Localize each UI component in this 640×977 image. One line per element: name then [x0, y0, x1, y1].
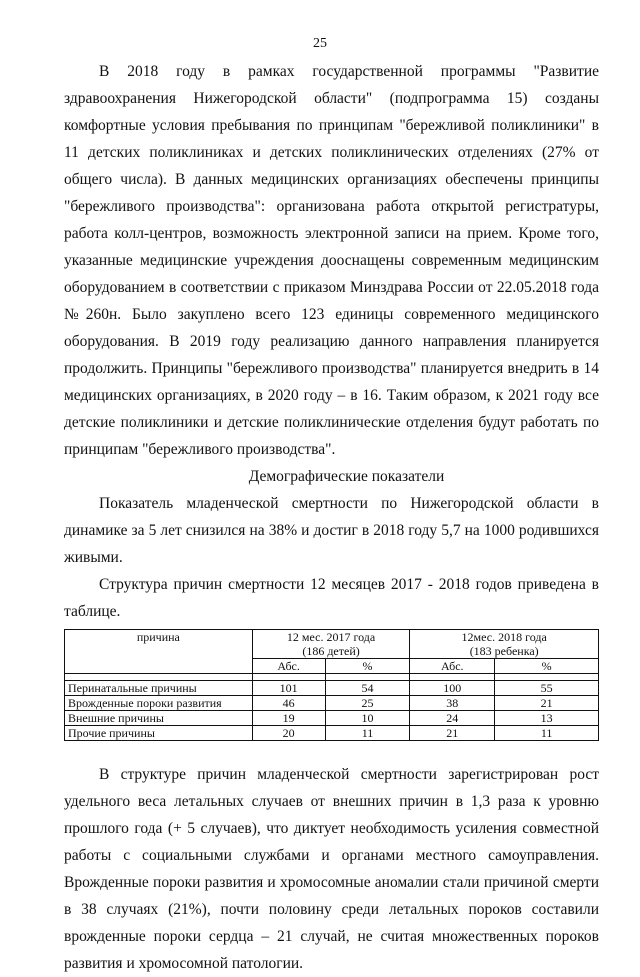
abs-2017-cell: 20: [252, 726, 325, 741]
pct-2018-cell: 13: [495, 711, 599, 726]
cause-cell: Врожденные пороки развития: [65, 696, 253, 711]
paragraph-mortality-structure: В структуре причин младенческой смертности зарегистрирован рост удельного веса летальных случаев от внешних причин в 1,3 раза к уровню прошлого года (+ 5 случаев), что диктует необходимость усиления совместной работы с социальными службами и органами местного самоуправления. Врожденные пороки развития и хромосомные аномалии стали причиной смерти в 38 случаях (21%), почти половину среди летальных пороков составили врожденные пороки сердца – 21 случай, не считая множественных пороков развития и хромосомной патологии.: [64, 766, 599, 972]
page-number: 25: [313, 36, 327, 51]
cause-cell: Перинатальные причины: [65, 681, 253, 696]
pct-2017-cell: 10: [325, 711, 410, 726]
pct-2017-cell: 11: [325, 726, 410, 741]
paragraph-lean-polyclinic: В 2018 году в рамках государственной программы "Развитие здравоохранения Нижегородской области" (подпрограмма 15) созданы комфортные условия пребывания по принципам "бережливой поликлиники" в 11 детских поликлиниках и детских поликлинических отделениях (27% от общего числа). В данных медицинских организациях обеспечены принципы "бережливого производства": организована работа открытой регистратуры, работа колл-центров, возможность электронной записи на прием. Кроме того, указанные медицинские учреждения дооснащены современным медицинским оборудованием в соответствии с приказом Минздрава России от 22.05.2018 года №260н. Было закуплено всего 123 единицы современного медицинского оборудования. В 2019 году реализацию данного направления планируется продолжить. Принципы "бережливого производства" планируется внедрить в 14 медицинских организациях, в 2020 году – в 16. Таким образом, к 2021 году все детские поликлиники и детские поликлинические отделения будут работать по принципам "бережливого производства".: [64, 63, 599, 458]
table-row: [65, 711, 599, 726]
header-2018-count: (183 ребенка): [469, 644, 539, 658]
header-2017-period: 12 мес. 2017 года: [286, 630, 376, 644]
document-body: [64, 58, 599, 977]
table-row: [65, 726, 599, 741]
abs-2018-cell: 24: [410, 711, 495, 726]
abs-2018-cell: 38: [410, 696, 495, 711]
subheader-abs-2017: Абс.: [252, 659, 325, 674]
mortality-causes-table: [64, 629, 599, 741]
spacer-cell: [325, 674, 410, 681]
abs-2017-cell: 19: [252, 711, 325, 726]
pct-2018-cell: 11: [495, 726, 599, 741]
abs-2018-cell: 21: [410, 726, 495, 741]
header-2017-count: (186 детей): [302, 644, 360, 658]
pct-2018-cell: 21: [495, 696, 599, 711]
table-spacer-row: [65, 674, 599, 681]
pct-2017-cell: 25: [325, 696, 410, 711]
table-header-row: [65, 630, 599, 659]
spacer-cell: [495, 674, 599, 681]
subheader-pct-2018: %: [495, 659, 599, 674]
section-heading: Демографические показатели: [248, 468, 445, 485]
pct-2017-cell: 54: [325, 681, 410, 696]
spacer-cell: [65, 674, 253, 681]
mortality-table-container: [64, 629, 599, 741]
table-row: [65, 696, 599, 711]
abs-2017-cell: 101: [252, 681, 325, 696]
table-row: [65, 681, 599, 696]
pct-2018-cell: 55: [495, 681, 599, 696]
subheader-pct-2017: %: [325, 659, 410, 674]
subheader-abs-2018: Абс.: [410, 659, 495, 674]
header-cause: причина: [65, 630, 253, 674]
cause-cell: Прочие причины: [65, 726, 253, 741]
header-2018: [410, 630, 599, 659]
paragraph-table-intro: Структура причин смертности 12 месяцев 2017 - 2018 годов приведена в таблице.: [64, 576, 599, 620]
spacer-cell: [252, 674, 325, 681]
cause-cell: Внешние причины: [65, 711, 253, 726]
abs-2018-cell: 100: [410, 681, 495, 696]
header-2018-period: 12мес. 2018 года: [461, 630, 547, 644]
abs-2017-cell: 46: [252, 696, 325, 711]
header-2017: [252, 630, 410, 659]
spacer-cell: [410, 674, 495, 681]
paragraph-infant-mortality: Показатель младенческой смертности по Нижегородской области в динамике за 5 лет снизился на 38% и достиг в 2018 году 5,7 на 1000 родившихся живыми.: [64, 495, 599, 566]
